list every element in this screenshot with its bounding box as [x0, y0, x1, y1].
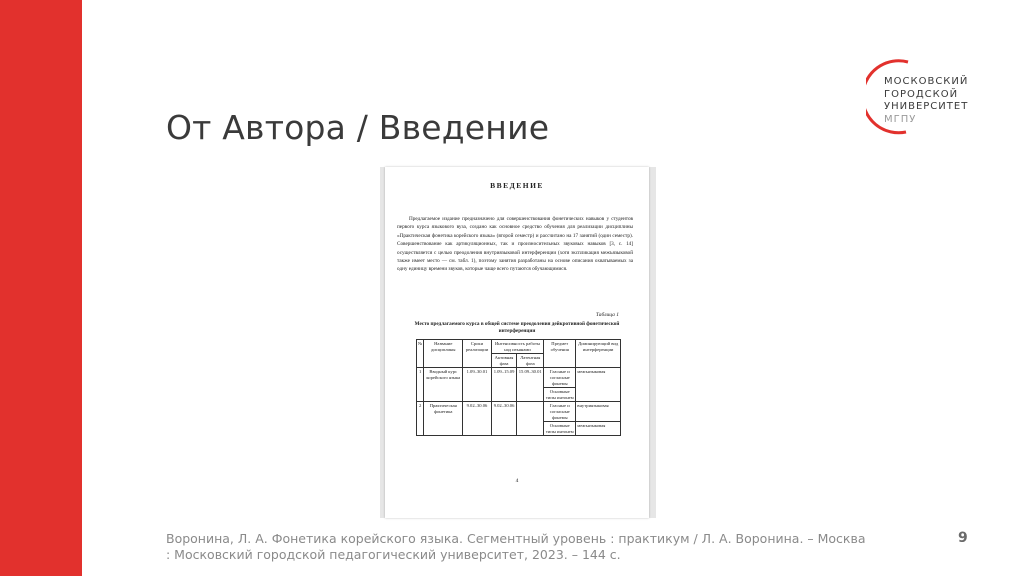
- cell-latent: [517, 402, 544, 436]
- accent-side-bar: [0, 0, 82, 576]
- cell-active: 1.09–15.09: [491, 368, 516, 402]
- cell-subject: Основные типы интонем: [544, 422, 576, 436]
- header-terms: Сроки реализации: [463, 340, 492, 368]
- table-row: [417, 368, 621, 388]
- document-page-number: 4: [515, 478, 519, 484]
- header-num: №: [417, 340, 424, 368]
- slide-number: 9: [958, 530, 968, 546]
- cell-terms: 1.09–30.01: [463, 368, 492, 402]
- table-row: [417, 402, 621, 422]
- cell-name: Вводный курс корейского языка: [424, 368, 463, 402]
- table-caption: Таблица 1: [595, 312, 619, 318]
- cell-subject: Основные типы интонем: [544, 388, 576, 402]
- cell-active: 9.02–30.06: [491, 402, 516, 436]
- cell-dominant: межъязыковая: [576, 368, 621, 402]
- cell-latent: 15.09–30.01: [517, 368, 544, 402]
- cell-dominant: межъязыковая: [576, 422, 621, 436]
- logo-line-1: МОСКОВСКИЙ: [884, 76, 969, 87]
- logo-line-2: ГОРОДСКОЙ: [884, 88, 959, 100]
- cell-terms: 9.02–30.06: [463, 402, 492, 436]
- header-latent: Латентная фаза: [517, 354, 544, 368]
- cell-subject: Гласные и согласные фонемы: [544, 402, 576, 422]
- table-header-row: [417, 340, 621, 354]
- cell-num: 1: [417, 368, 424, 402]
- cell-name: Практическая фонетика: [424, 402, 463, 436]
- cell-dominant: внутриязыковая: [576, 402, 621, 422]
- document-paragraph: Предлагаемое издание предназначено для совершенствования фонетических навыков у студентов первого курса языкового вуза, создано как основное средство обучения для реализации дисциплины «Практическая фонетика корейского языка» (второй семестр) и рассчитано на 17 занятий (один семестр). Совершенствование как артикуляционных, так и произносительных звуковых навыков [3, с. 14] осуществляется с целью преодоления внутриязыковой интерференции (хотя экспликация межъязыковой также имеет место — см. табл. 1), поэтому занятия разработаны на основе описания охватываемых за одну единицу времени звуков, которые чаще всего путаются обучающимися.: [397, 216, 633, 273]
- document-page-image: [385, 167, 649, 518]
- logo-line-3: УНИВЕРСИТЕТ: [884, 101, 969, 112]
- header-active: Активная фаза: [491, 354, 516, 368]
- logo-line-4: МГПУ: [884, 113, 917, 125]
- cell-subject: Гласные и согласные фонемы: [544, 368, 576, 388]
- header-intensity: Интенсивность работы над изъянами: [491, 340, 543, 354]
- citation-text: Воронина, Л. А. Фонетика корейского языка. Сегментный уровень : практикум / Л. А. Воронина. – Москва : Московский городской педагогический университет, 2023. – 144 с.: [166, 531, 866, 562]
- header-subject: Предмет обучения: [544, 340, 576, 368]
- header-name: Название дисциплины: [424, 340, 463, 368]
- document-table: [416, 339, 621, 436]
- header-dominant: Доминирующий вид интерференции: [576, 340, 621, 368]
- slide-title: От Автора / Введение: [166, 108, 550, 147]
- cell-num: 2: [417, 402, 424, 436]
- document-heading: ВВЕДЕНИЕ: [490, 181, 544, 190]
- university-logo: [866, 54, 986, 136]
- logo-text: [884, 76, 968, 126]
- table-title: Место предлагаемого курса в общей системе преодоления дейкротивной фонетической интерференции: [414, 321, 620, 334]
